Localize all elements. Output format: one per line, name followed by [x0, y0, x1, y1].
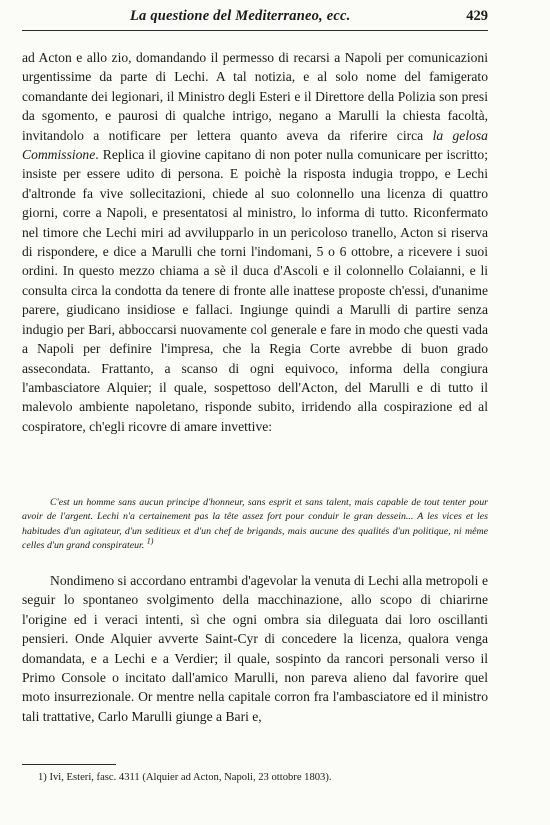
quote-text: C'est un homme sans aucun principe d'honneur, sans esprit et sans talent, mais capable de tout tenter pour avoir de l'argent. Lechi n'a certainement pas la tête assez fort pour conduir le gran dessein... A les vices et les habitudes d'un agitateur, d'un seditieux et d'un chef de brigands, mais aucune des qualités d'un politique, ni même celles d'un grand conspirateur. — [22, 497, 488, 552]
paragraph-1-italic-phrase: la gelosa Commissione — [22, 127, 488, 163]
footnote-divider — [22, 764, 116, 765]
footnote-text: Ivi, Esteri, fasc. 4311 (Alquier ad Acton, Napoli, 23 ottobre 1803). — [49, 772, 332, 783]
footnote — [22, 771, 488, 785]
page-header — [22, 8, 488, 31]
body-paragraph-1 — [22, 48, 488, 436]
page-number: 429 — [466, 8, 488, 24]
paragraph-1-text-a: ad Acton e allo zio, domandando il permesso di recarsi a Napoli per comunicazioni urgentissime da parte di Lechi. A tal notizia, e al solo nome del famigerato comandante dei legionari, il Ministro degli Esteri e il Direttore della Polizia son presi da sgomento, e paurosi di qualche intrigo, negano a Marulli la chiesta facoltà, invitandolo a notificare per lettera quanto aveva da riferire circa — [22, 50, 488, 143]
body-paragraph-2: Nondimeno si accordano entrambi d'agevolar la venuta di Lechi alla metropoli e seguir lo spontaneo svolgimento della macchinazione, allo scopo di chiarirne l'origine ed i veraci intenti, sì che ogni ombra sia dileguata dai loro oscillanti pensieri. Onde Alquier avverte Saint-Cyr di concedere la licenza, qualora venga domandata, e a Lechi e a Verdier; il quale, sospinto da rancori personali verso il Primo Console o incitato dall'amico Marulli, non pareva alieno dal favorire quel moto insurrezionale. Or mentre nella capitale corron fra l'ambasciatore ed il ministro tali trattative, Carlo Marulli giunge a Bari e, — [22, 573, 488, 724]
quote-footnote-mark: 1) — [146, 536, 154, 546]
paragraph-1-text-b: . Replica il giovine capitano di non poter nulla comunicare per iscritto; insiste per essere udito di persona. E poichè la risposta indugia troppo, e Lechi d'altronde fa vive sollecitazioni, chiede al suo colonnello una licenza di quattro giorni, corre a Napoli, e presentatosi al ministro, lo informa di tutto. Riconfermato nel timore che Lechi miri ad avvilupparlo in un pericoloso tranello, Acton si riserva di rispondere, e dice a Marulli che torni l'indomani, 5 o 6 ottobre, a ricevere i suoi ordini. In questo mezzo chiama a sè il duca d'Ascoli e il colonnello Colaianni, e li consulta circa la condotta da tenere di fronte alle inattese proposte ch'essi, d'unanime parere, giudicano insidiose e fallaci. Ingiunge quindi a Marulli di partire senza indugio per Bari, abboccarsi nuovamente col generale e fare in modo che questi vada a Napoli per definire l'impresa, che la Regia Corte avrebbe di buon grado assecondata. Frattanto, a scanso di ogni equivoco, informa della congiura l'ambasciatore Alquier; il quale, sospettoso dell'Acton, del Marulli e di tutto il malevolo ambiente napoletano, risponde subito, irridendo alla cospirazione ed al cospiratore, ch'egli ricovre di amare invettive: — [22, 147, 488, 434]
footnote-mark: 1) — [38, 772, 47, 783]
running-title: La questione del Mediterraneo, ecc. — [130, 8, 351, 24]
block-quote — [22, 496, 488, 554]
